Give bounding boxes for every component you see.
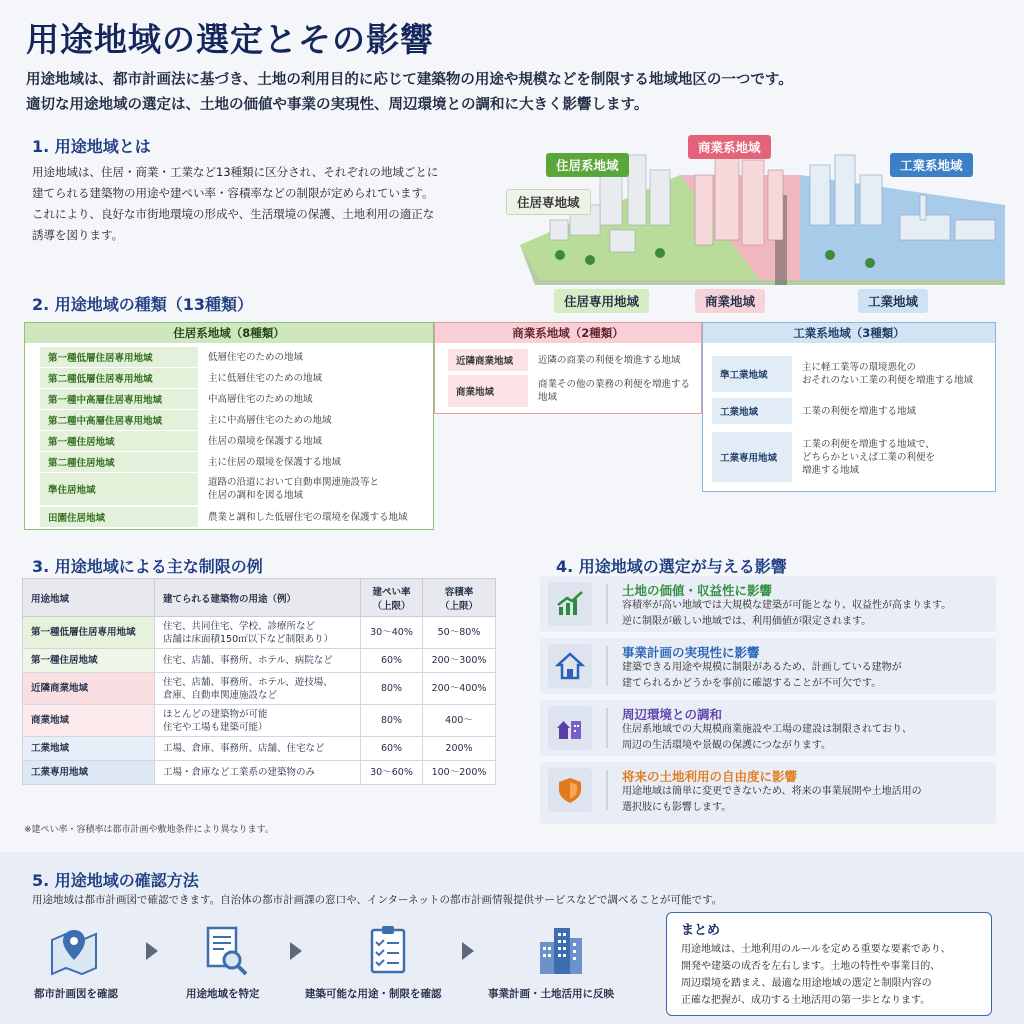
- restriction-row: [23, 761, 496, 785]
- use-cell: 住宅、店舗、事務所、ホテル、病院など: [155, 649, 361, 673]
- tag-commercial: 商業系地域: [688, 135, 771, 159]
- checklist-icon: [348, 922, 428, 978]
- section-1-title: 1. 用途地域とは: [32, 137, 151, 156]
- table-note: ※建ぺい率・容積率は都市計画や敷地条件により異なります。: [24, 825, 274, 835]
- residential-row: 第一種中高層住居専用地域 中高層住宅のための地域: [40, 389, 420, 409]
- restriction-row: [23, 705, 496, 737]
- residential-row: 第一種低層住居専用地域 低層住宅のための地域: [40, 347, 420, 367]
- lead-line-2: 適切な用途地域の選定は、土地の価値や事業の実現性、周辺環境との調和に大きく影響します。: [26, 97, 649, 113]
- step-label: 都市計画図を確認: [34, 988, 118, 1000]
- col-far: 容積率 （上限）: [423, 579, 496, 617]
- tag-industrial: 工業系地域: [890, 153, 973, 177]
- bcr-cell: 80%: [361, 705, 423, 737]
- far-cell: 100〜200%: [423, 761, 496, 785]
- section-4-title: 4. 用途地域の選定が与える影響: [556, 557, 787, 576]
- neighborhood-icon: [548, 706, 592, 750]
- card-title: 土地の価値・収益性に影響: [622, 583, 773, 598]
- bcr-cell: 30〜40%: [361, 617, 423, 649]
- document-search-icon: [184, 922, 264, 978]
- section-1-text: 用途地域は、住居・商業・工業など13種類に区分され、それぞれの地域ごとに 建てられる建築物の用途や建ぺい率・容積率などの制限が定められています。 これにより、良好な市街地環境の形成や、生活環境の保護、土地利用の適正な 誘導を図ります。: [32, 165, 439, 242]
- bcr-cell: 80%: [361, 673, 423, 705]
- map-pin-icon: [34, 922, 114, 978]
- col-bcr: 建ぺい率 （上限）: [361, 579, 423, 617]
- section-2-title: 2. 用途地域の種類（13種類）: [32, 295, 254, 314]
- arrow-right-icon: [462, 942, 474, 960]
- city-zoning-illustration: [510, 135, 1015, 315]
- section-3-title: 3. 用途地域による主な制限の例: [32, 557, 263, 576]
- tag-residential-2: 住居専地域: [506, 189, 591, 215]
- industrial-row: 工業専用地域 工業の利便を増進する地域で、 どちらかといえば工業の利便を 増進する地域: [712, 432, 990, 482]
- residential-row: 準住居地域 道路の沿道において自動車関連施設等と 住居の調和を図る地域: [40, 473, 420, 505]
- zone-cell: 近隣商業地域: [23, 673, 155, 705]
- restriction-row: [23, 737, 496, 761]
- industrial-row: 工業地域 工業の利便を増進する地域: [712, 398, 990, 424]
- impact-card-environment: [540, 700, 996, 756]
- bottom-residential: 住居専用地域: [554, 289, 649, 313]
- zone-cell: 第一種低層住居専用地域: [23, 617, 155, 649]
- bcr-cell: 30〜60%: [361, 761, 423, 785]
- step-label: 用途地域を特定: [186, 988, 260, 1000]
- residential-row: 田園住居地域 農業と調和した低層住宅の環境を保護する地域: [40, 507, 420, 527]
- commercial-row: 商業地域 商業その他の業務の利便を増進する 地域: [448, 375, 698, 407]
- zone-cell: 第一種住居地域: [23, 649, 155, 673]
- card-title: 事業計画の実現性に影響: [622, 645, 760, 660]
- use-cell: 住宅、店舗、事務所、ホテル、遊技場、 倉庫、自動車関連施設など: [155, 673, 361, 705]
- restriction-row: [23, 617, 496, 649]
- page-title: 用途地域の選定とその影響: [26, 20, 434, 59]
- bottom-industrial: 工業地域: [858, 289, 928, 313]
- residential-header: 住居系地域（8種類）: [25, 323, 433, 343]
- zone-cell: 商業地域: [23, 705, 155, 737]
- restriction-row: [23, 673, 496, 705]
- zone-cell: 工業地域: [23, 737, 155, 761]
- card-body: 用途地域は簡単に変更できないため、将来の事業展開や土地活用の 選択肢にも影響します。: [622, 786, 922, 813]
- far-cell: 400〜: [423, 705, 496, 737]
- zone-cell: 工業専用地域: [23, 761, 155, 785]
- card-body: 住居系地域での大規模商業施設や工場の建設は制限されており、 周辺の生活環境や景観の保護につながります。: [622, 724, 912, 751]
- residential-row: 第一種住居地域 住居の環境を保護する地域: [40, 431, 420, 451]
- commercial-header: 商業系地域（2種類）: [435, 323, 701, 343]
- use-cell: 住宅、共同住宅、学校、診療所など 店舗は床面積150㎡以下など制限あり）: [155, 617, 361, 649]
- industrial-row: 準工業地域 主に軽工業等の環境悪化の おそれのない工業の利便を増進する地域: [712, 356, 990, 392]
- restriction-row: [23, 649, 496, 673]
- buildings-icon: [520, 922, 600, 978]
- bcr-cell: 60%: [361, 649, 423, 673]
- industrial-header: 工業系地域（3種類）: [703, 323, 995, 343]
- restriction-table: [22, 578, 496, 785]
- bcr-cell: 60%: [361, 737, 423, 761]
- far-cell: 200〜300%: [423, 649, 496, 673]
- section-5-text: 用途地域は都市計画図で確認できます。自治体の都市計画課の窓口や、インターネットの都市計画情報提供サービスなどで調べることが可能です。: [32, 894, 723, 906]
- house-icon: [548, 644, 592, 688]
- use-cell: 工場、倉庫、事務所、店舗、住宅など: [155, 737, 361, 761]
- tag-residential: 住居系地域: [546, 153, 629, 177]
- card-body: 建築できる用途や規模に制限があるため、計画している建物が 建てられるかどうかを事前に確認することが不可欠です。: [622, 662, 902, 689]
- impact-card-feasibility: [540, 638, 996, 694]
- summary-box: [666, 912, 992, 1016]
- bottom-commercial: 商業地域: [695, 289, 765, 313]
- residential-row: 第二種中高層住居専用地域 主に中高層住宅のための地域: [40, 410, 420, 430]
- col-use: 建てられる建築物の用途（例）: [155, 579, 361, 617]
- shield-icon: [548, 768, 592, 812]
- impact-card-land-value: [540, 576, 996, 632]
- summary-text: 用途地域は、土地利用のルールを定める重要な要素であり、 開発や建築の成否を左右します。土地の特性や事業目的、 周辺環境を踏まえ、最適な用途地域の選定と制限内容の 正確な把握が、成功する土地活用の第一歩となります。: [681, 944, 951, 1006]
- col-zone: 用途地域: [23, 579, 155, 617]
- residential-row: 第二種住居地域 主に住居の環境を保護する地域: [40, 452, 420, 472]
- arrow-right-icon: [146, 942, 158, 960]
- impact-card-future-flexibility: [540, 762, 996, 824]
- residential-row: 第二種低層住居専用地域 主に低層住宅のための地域: [40, 368, 420, 388]
- step-label: 建築可能な用途・制限を確認: [305, 988, 442, 1000]
- lead-line-1: 用途地域は、都市計画法に基づき、土地の利用目的に応じて建築物の用途や規模などを制限する地域地区の一つです。: [26, 72, 793, 88]
- use-cell: 工場・倉庫など工業系の建築物のみ: [155, 761, 361, 785]
- use-cell: ほとんどの建築物が可能 住宅や工場も建築可能）: [155, 705, 361, 737]
- arrow-right-icon: [290, 942, 302, 960]
- commercial-row: 近隣商業地域 近隣の商業の利便を増進する地域: [448, 349, 698, 371]
- card-title: 将来の土地利用の自由度に影響: [622, 769, 798, 784]
- chart-up-icon: [548, 582, 592, 626]
- card-title: 周辺環境との調和: [622, 707, 723, 722]
- far-cell: 50〜80%: [423, 617, 496, 649]
- summary-title: まとめ: [681, 923, 721, 938]
- card-body: 容積率が高い地域では大規模な建築が可能となり、収益性が高まります。 逆に制限が厳しい地域では、利用価値が限定されます。: [622, 600, 952, 627]
- far-cell: 200%: [423, 737, 496, 761]
- section-5-title: 5. 用途地域の確認方法: [32, 871, 199, 890]
- step-label: 事業計画・土地活用に反映: [488, 988, 614, 1000]
- far-cell: 200〜400%: [423, 673, 496, 705]
